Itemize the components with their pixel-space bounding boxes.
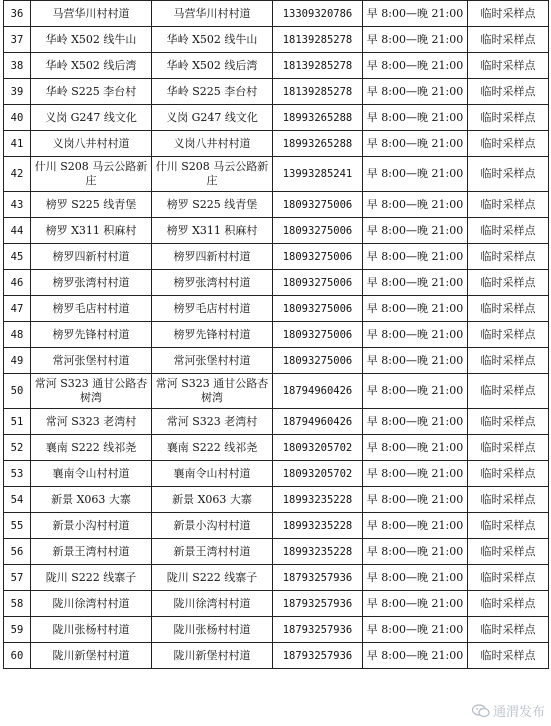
sampling-site-cell: 榜罗毛店村村道 (152, 296, 273, 322)
phone-cell: 18993265288 (273, 131, 363, 157)
hours-cell: 早 8:00—晚 21:00 (363, 105, 468, 131)
table-row (4, 296, 549, 322)
location-cell: 陇川新堡村村道 (31, 643, 152, 669)
phone-cell: 18139285278 (273, 53, 363, 79)
location-cell: 陇川徐湾村村道 (31, 591, 152, 617)
row-number: 45 (4, 244, 31, 270)
hours-cell: 早 8:00—晚 21:00 (363, 539, 468, 565)
location-cell: 襄南 S222 线祁尧 (31, 435, 152, 461)
table-row (4, 435, 549, 461)
phone-cell: 18139285278 (273, 27, 363, 53)
hours-cell: 早 8:00—晚 21:00 (363, 643, 468, 669)
row-number: 47 (4, 296, 31, 322)
hours-cell: 早 8:00—晚 21:00 (363, 270, 468, 296)
site-type-cell: 临时采样点 (468, 348, 549, 374)
table-row (4, 157, 549, 192)
table-body (4, 1, 549, 669)
location-cell: 义岗 G247 线文化 (31, 105, 152, 131)
table-row (4, 591, 549, 617)
hours-cell: 早 8:00—晚 21:00 (363, 513, 468, 539)
site-type-cell: 临时采样点 (468, 591, 549, 617)
site-type-cell: 临时采样点 (468, 374, 549, 409)
row-number: 43 (4, 192, 31, 218)
hours-cell: 早 8:00—晚 21:00 (363, 409, 468, 435)
phone-cell: 18793257936 (273, 617, 363, 643)
site-type-cell: 临时采样点 (468, 565, 549, 591)
table-row (4, 131, 549, 157)
row-number: 48 (4, 322, 31, 348)
site-type-cell: 临时采样点 (468, 487, 549, 513)
hours-cell: 早 8:00—晚 21:00 (363, 461, 468, 487)
table-row (4, 192, 549, 218)
site-type-cell: 临时采样点 (468, 157, 549, 192)
row-number: 37 (4, 27, 31, 53)
sampling-site-cell: 榜罗四新村村道 (152, 244, 273, 270)
table-row (4, 244, 549, 270)
table-row (4, 1, 549, 27)
hours-cell: 早 8:00—晚 21:00 (363, 296, 468, 322)
hours-cell: 早 8:00—晚 21:00 (363, 131, 468, 157)
site-type-cell: 临时采样点 (468, 79, 549, 105)
phone-cell: 18093275006 (273, 322, 363, 348)
sampling-site-cell: 什川 S208 马云公路新庄 (152, 157, 273, 192)
phone-cell: 18794960426 (273, 374, 363, 409)
sampling-site-cell: 新景小沟村村道 (152, 513, 273, 539)
hours-cell: 早 8:00—晚 21:00 (363, 617, 468, 643)
sampling-site-cell: 榜罗 S225 线青堡 (152, 192, 273, 218)
hours-cell: 早 8:00—晚 21:00 (363, 487, 468, 513)
row-number: 57 (4, 565, 31, 591)
site-type-cell: 临时采样点 (468, 218, 549, 244)
sampling-site-cell: 新景 X063 大寨 (152, 487, 273, 513)
location-cell: 华岭 S225 李台村 (31, 79, 152, 105)
table-row (4, 461, 549, 487)
location-cell: 榜罗毛店村村道 (31, 296, 152, 322)
row-number: 60 (4, 643, 31, 669)
row-number: 58 (4, 591, 31, 617)
hours-cell: 早 8:00—晚 21:00 (363, 565, 468, 591)
hours-cell: 早 8:00—晚 21:00 (363, 218, 468, 244)
row-number: 50 (4, 374, 31, 409)
phone-cell: 18793257936 (273, 565, 363, 591)
phone-cell: 18993235228 (273, 539, 363, 565)
hours-cell: 早 8:00—晚 21:00 (363, 322, 468, 348)
table-row (4, 270, 549, 296)
row-number: 51 (4, 409, 31, 435)
row-number: 36 (4, 1, 31, 27)
phone-cell: 18093205702 (273, 461, 363, 487)
location-cell: 马营华川村村道 (31, 1, 152, 27)
table-row (4, 374, 549, 409)
hours-cell: 早 8:00—晚 21:00 (363, 53, 468, 79)
sampling-site-cell: 华岭 S225 李台村 (152, 79, 273, 105)
row-number: 40 (4, 105, 31, 131)
sampling-sites-table (3, 0, 549, 669)
table-row (4, 348, 549, 374)
hours-cell: 早 8:00—晚 21:00 (363, 1, 468, 27)
hours-cell: 早 8:00—晚 21:00 (363, 157, 468, 192)
site-type-cell: 临时采样点 (468, 539, 549, 565)
sampling-site-cell: 常河 S323 老湾村 (152, 409, 273, 435)
table-row (4, 322, 549, 348)
phone-cell: 18139285278 (273, 79, 363, 105)
site-type-cell: 临时采样点 (468, 435, 549, 461)
phone-cell: 18093275006 (273, 270, 363, 296)
watermark (472, 701, 545, 720)
table-row (4, 218, 549, 244)
phone-cell: 18793257936 (273, 643, 363, 669)
sampling-site-cell: 襄南 S222 线祁尧 (152, 435, 273, 461)
site-type-cell: 临时采样点 (468, 513, 549, 539)
phone-cell: 18093275006 (273, 348, 363, 374)
table-row (4, 27, 549, 53)
phone-cell: 18993235228 (273, 513, 363, 539)
phone-cell: 18793257936 (273, 591, 363, 617)
sampling-site-cell: 榜罗先锋村村道 (152, 322, 273, 348)
phone-cell: 18794960426 (273, 409, 363, 435)
phone-cell: 18093275006 (273, 296, 363, 322)
hours-cell: 早 8:00—晚 21:00 (363, 348, 468, 374)
location-cell: 常河 S323 通甘公路杏树湾 (31, 374, 152, 409)
sampling-site-cell: 常河 S323 通甘公路杏树湾 (152, 374, 273, 409)
sampling-site-cell: 新景王湾村村道 (152, 539, 273, 565)
location-cell: 陇川 S222 线寨子 (31, 565, 152, 591)
location-cell: 榜罗 X311 积麻村 (31, 218, 152, 244)
location-cell: 榜罗四新村村道 (31, 244, 152, 270)
site-type-cell: 临时采样点 (468, 322, 549, 348)
location-cell: 新景王湾村村道 (31, 539, 152, 565)
hours-cell: 早 8:00—晚 21:00 (363, 244, 468, 270)
site-type-cell: 临时采样点 (468, 461, 549, 487)
site-type-cell: 临时采样点 (468, 105, 549, 131)
wechat-icon (472, 704, 490, 718)
hours-cell: 早 8:00—晚 21:00 (363, 591, 468, 617)
location-cell: 陇川张杨村村道 (31, 617, 152, 643)
row-number: 46 (4, 270, 31, 296)
table-row (4, 643, 549, 669)
location-cell: 襄南令山村村道 (31, 461, 152, 487)
site-type-cell: 临时采样点 (468, 617, 549, 643)
sampling-site-cell: 陇川徐湾村村道 (152, 591, 273, 617)
sampling-site-cell: 华岭 X502 线后湾 (152, 53, 273, 79)
hours-cell: 早 8:00—晚 21:00 (363, 27, 468, 53)
row-number: 44 (4, 218, 31, 244)
site-type-cell: 临时采样点 (468, 296, 549, 322)
table-row (4, 617, 549, 643)
location-cell: 榜罗 S225 线青堡 (31, 192, 152, 218)
row-number: 41 (4, 131, 31, 157)
table-row (4, 105, 549, 131)
table-row (4, 53, 549, 79)
location-cell: 华岭 X502 线牛山 (31, 27, 152, 53)
site-type-cell: 临时采样点 (468, 1, 549, 27)
location-cell: 新景 X063 大寨 (31, 487, 152, 513)
site-type-cell: 临时采样点 (468, 27, 549, 53)
row-number: 52 (4, 435, 31, 461)
row-number: 59 (4, 617, 31, 643)
location-cell: 榜罗先锋村村道 (31, 322, 152, 348)
hours-cell: 早 8:00—晚 21:00 (363, 192, 468, 218)
phone-cell: 18093205702 (273, 435, 363, 461)
sampling-site-cell: 襄南令山村村道 (152, 461, 273, 487)
sampling-site-cell: 义岗八井村村道 (152, 131, 273, 157)
phone-cell: 13309320786 (273, 1, 363, 27)
sampling-site-cell: 华岭 X502 线牛山 (152, 27, 273, 53)
phone-cell: 18093275006 (273, 192, 363, 218)
phone-cell: 18993265288 (273, 105, 363, 131)
sampling-site-cell: 陇川新堡村村道 (152, 643, 273, 669)
watermark-text: 通渭发布 (492, 705, 545, 720)
sampling-site-cell: 常河张堡村村道 (152, 348, 273, 374)
site-type-cell: 临时采样点 (468, 53, 549, 79)
table-row (4, 409, 549, 435)
sampling-site-cell: 陇川张杨村村道 (152, 617, 273, 643)
site-type-cell: 临时采样点 (468, 192, 549, 218)
row-number: 53 (4, 461, 31, 487)
row-number: 55 (4, 513, 31, 539)
location-cell: 什川 S208 马云公路新庄 (31, 157, 152, 192)
location-cell: 义岗八井村村道 (31, 131, 152, 157)
site-type-cell: 临时采样点 (468, 270, 549, 296)
location-cell: 华岭 X502 线后湾 (31, 53, 152, 79)
location-cell: 榜罗张湾村村道 (31, 270, 152, 296)
row-number: 38 (4, 53, 31, 79)
site-type-cell: 临时采样点 (468, 409, 549, 435)
row-number: 49 (4, 348, 31, 374)
hours-cell: 早 8:00—晚 21:00 (363, 435, 468, 461)
sampling-site-cell: 陇川 S222 线寨子 (152, 565, 273, 591)
hours-cell: 早 8:00—晚 21:00 (363, 79, 468, 105)
sampling-site-cell: 马营华川村村道 (152, 1, 273, 27)
table-row (4, 565, 549, 591)
row-number: 42 (4, 157, 31, 192)
row-number: 39 (4, 79, 31, 105)
table-row (4, 513, 549, 539)
sampling-site-cell: 义岗 G247 线文化 (152, 105, 273, 131)
location-cell: 常河张堡村村道 (31, 348, 152, 374)
site-type-cell: 临时采样点 (468, 244, 549, 270)
table-row (4, 539, 549, 565)
table-row (4, 79, 549, 105)
location-cell: 新景小沟村村道 (31, 513, 152, 539)
row-number: 56 (4, 539, 31, 565)
phone-cell: 18993235228 (273, 487, 363, 513)
hours-cell: 早 8:00—晚 21:00 (363, 374, 468, 409)
table-row (4, 487, 549, 513)
phone-cell: 18093275006 (273, 218, 363, 244)
sampling-site-cell: 榜罗张湾村村道 (152, 270, 273, 296)
phone-cell: 18093275006 (273, 244, 363, 270)
sampling-site-cell: 榜罗 X311 积麻村 (152, 218, 273, 244)
site-type-cell: 临时采样点 (468, 643, 549, 669)
phone-cell: 13993285241 (273, 157, 363, 192)
site-type-cell: 临时采样点 (468, 131, 549, 157)
location-cell: 常河 S323 老湾村 (31, 409, 152, 435)
row-number: 54 (4, 487, 31, 513)
